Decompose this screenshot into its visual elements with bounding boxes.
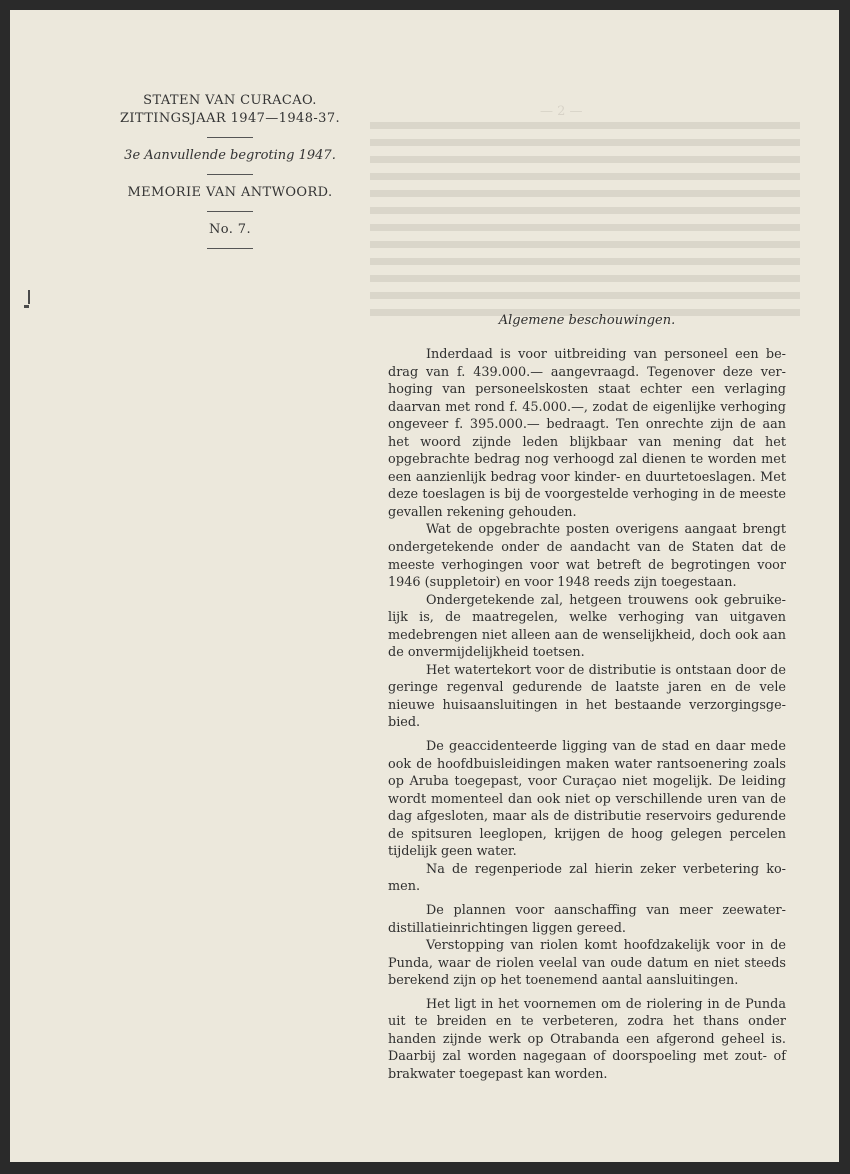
bleed-through-page-number: — 2 —: [540, 104, 583, 119]
header-doc-type: MEMORIE VAN ANTWOORD.: [127, 185, 333, 200]
header-divider: [207, 174, 253, 175]
header-divider: [207, 248, 253, 249]
header-divider: [207, 137, 253, 138]
paragraph: Het ligt in het voornemen om de riolering in de Punda uit te breiden en te verbeteren, zodra het thans onder handen zijnde werk op Otrabanda een afgerond geheel is. Daarbij zal worden nagegaan of doorspoeling met zout- of brakwater toegepast kan worden.: [388, 996, 786, 1082]
paragraph: De plannen voor aanschaffing van meer zeewaterdistillatieinrichtingen liggen gereed.: [388, 902, 786, 936]
margin-mark: [28, 290, 30, 304]
paragraph: Ondergetekende zal, hetgeen trouwens ook gebruikelijk is, de maatregelen, welke verhoging van uitgaven medebrengen niet alleen aan de wenselijkheid, doch ook aan de onvermijdelijkheid toetsen.: [388, 592, 786, 661]
document-header: [90, 92, 370, 258]
body-text: [388, 312, 786, 1083]
paragraph: Wat de opgebrachte posten overigens aangaat brengt ondergetekende onder de aandacht van de Staten dat de meeste verhogingen voor wat betreft de begrotingen voor 1946 (suppletoir) en voor 1948 reeds zijn toegestaan.: [388, 522, 786, 591]
paragraph: Het watertekort voor de distributie is ontstaan door de geringe regenval gedurende de laatste jaren en de vele nieuwe huisaansluitingen in het bestaande verzorgingsgebied.: [388, 662, 786, 731]
header-number: No. 7.: [208, 222, 252, 237]
bleed-through-text: [370, 122, 800, 322]
header-line-2: ZITTINGSJAAR 1947—1948-37.: [119, 111, 341, 126]
paragraph: Verstopping van riolen komt hoofdzakelijk voor in de Punda, waar de riolen veelal van oude datum en niet steeds berekend zijn op het toenemend aantal aansluitingen.: [388, 938, 786, 989]
paragraph: De geaccidenteerde ligging van de stad en daar mede ook de hoofdbuisleidingen maken water rantsoenering zoals op Aruba toegepast, voor Curaçao niet mogelijk. De leiding wordt momenteel dan ook niet op verschillende uren van de dag afgesloten, maar als de distributie reservoirs gedurende de spitsuren leeglopen, krijgen de hoog gelegen percelen tijdelijk geen water.: [388, 739, 786, 860]
section-title: Algemene beschouwingen.: [498, 313, 676, 328]
paragraph: Na de regenperiode zal hierin zeker verbetering komen.: [388, 861, 786, 895]
header-divider: [207, 211, 253, 212]
paragraph: Inderdaad is voor uitbreiding van personeel een bedrag van f. 439.000.— aangevraagd. Tegenover deze verhoging van personeelskosten staat echter een verlaging daarvan met rond f. 45.000.—, zodat de eigenlijke verhoging ongeveer f. 395.000.— bedraagt. Ten onrechte zijn de aan het woord zijnde leden blijkbaar van mening dat het opgebrachte bedrag nog verhoogd zal dienen te worden met een aanzienlijk bedrag voor kinder- en duurtetoeslagen. Met deze toeslagen is bij de voorgestelde verhoging in de meeste gevallen rekening gehouden.: [388, 347, 786, 520]
header-subtitle: 3e Aanvullende begroting 1947.: [124, 148, 336, 163]
document-page: [10, 10, 839, 1162]
margin-mark-dot: [24, 305, 29, 308]
header-line-1: STATEN VAN CURACAO.: [143, 93, 317, 108]
